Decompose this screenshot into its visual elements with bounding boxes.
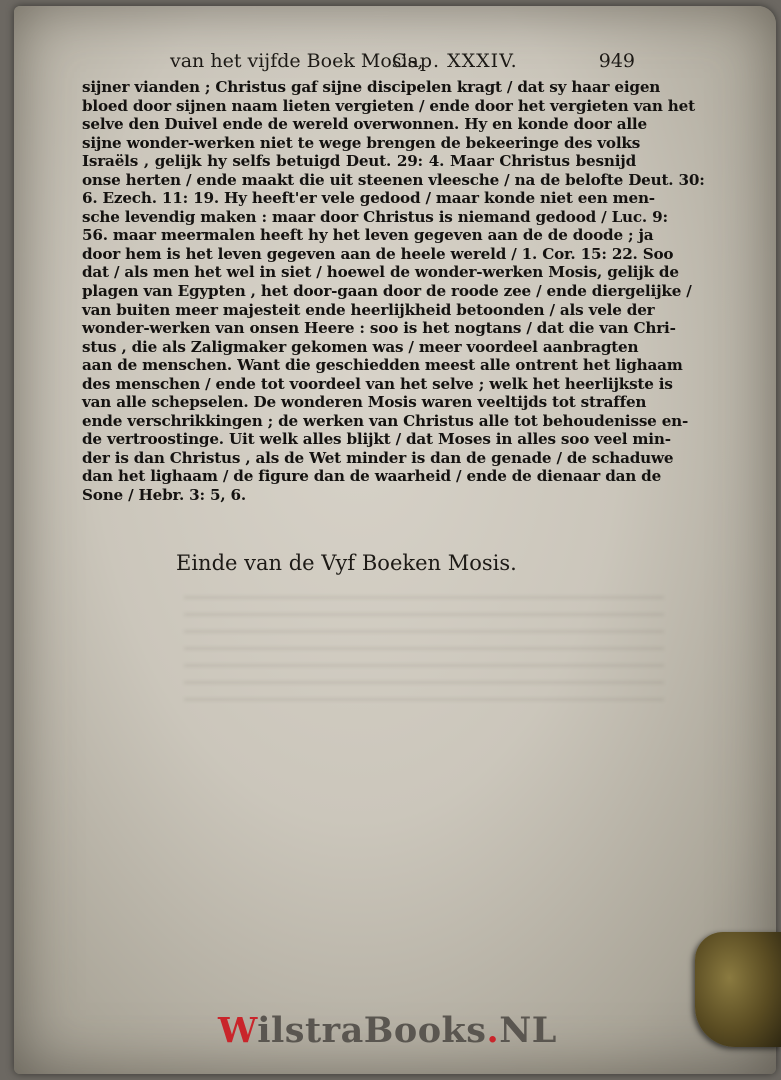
brass-book-weight (695, 932, 781, 1047)
text-line: stus , die als Zaligmaker gekomen was / meer voordeel aanbragten (82, 337, 639, 356)
watermark-tld: NL (499, 1010, 557, 1051)
running-head-title: van het vijfde Boek Mosis, (170, 50, 424, 72)
text-line: 6. Ezech. 11: 19. Hy heeft'er vele gedood / maar konde niet een men- (82, 189, 655, 208)
text-line: sijne wonder-werken niet te wege brengen de bekeeringe des volks (82, 133, 641, 152)
watermark (218, 1010, 557, 1051)
watermark-dot: . (486, 1010, 500, 1051)
colophon: Einde van de Vyf Boeken Mosis. (176, 551, 517, 575)
text-line: Sone / Hebr. 3: 5, 6. (82, 486, 246, 505)
body-text (82, 78, 705, 505)
text-line: 56. maar meermalen heeft hy het leven gegeven aan de de doode ; ja (82, 226, 654, 245)
text-line: ende verschrikkingen ; de werken van Christus alle tot behoudenisse en- (82, 411, 689, 430)
text-line: selve den Duivel ende de wereld overwonnen. Hy en konde door alle (82, 115, 647, 134)
text-line: aan de menschen. Want die geschiedden meest alle ontrent het lighaam (82, 356, 683, 375)
text-line: onse herten / ende maakt die uit steenen vleesche / na de belofte Deut. 30: (82, 170, 705, 189)
text-line: de vertroostinge. Uit welk alles blijkt / dat Moses in alles soo veel min- (82, 430, 671, 449)
text-line: van alle schepselen. De wonderen Mosis waren veeltijds tot straffen (82, 393, 647, 412)
text-line: der is dan Christus , als de Wet minder is dan de genade / de schaduwe (82, 448, 674, 467)
text-line: bloed door sijnen naam lieten vergieten / ende door het vergieten van het (82, 96, 695, 115)
text-line: wonder-werken van onsen Heere : soo is het nogtans / dat die van Chri- (82, 319, 676, 338)
show-through-text (184, 596, 664, 706)
text-line: sche levendig maken : maar door Christus is niemand gedood / Luc. 9: (82, 207, 668, 226)
watermark-initial: W (218, 1010, 258, 1051)
page-number: 949 (598, 50, 635, 72)
text-line: Israëls , gelijk hy selfs betuigd Deut. 29: 4. Maar Christus besnijd (82, 152, 636, 171)
text-line: plagen van Egypten , het door-gaan door de roode zee / ende diergelijke / (82, 282, 692, 301)
text-line: dat / als men het wel in siet / hoewel de wonder-werken Mosis, gelijk de (82, 263, 679, 282)
running-head-chapter: Cap. XXXIV. (392, 50, 518, 72)
running-head (170, 50, 635, 76)
text-line: dan het lighaam / de figure dan de waarheid / ende de dienaar dan de (82, 467, 662, 486)
text-line: van buiten meer majesteit ende heerlijkheid betoonden / als vele der (82, 300, 655, 319)
text-line: door hem is het leven gegeven aan de heele wereld / 1. Cor. 15: 22. Soo (82, 244, 674, 263)
watermark-name: ilstraBooks (257, 1010, 487, 1051)
text-line: sijner vianden ; Christus gaf sijne discipelen kragt / dat sy haar eigen (82, 78, 661, 96)
text-line: des menschen / ende tot voordeel van het selve ; welk het heerlijkste is (82, 374, 673, 393)
